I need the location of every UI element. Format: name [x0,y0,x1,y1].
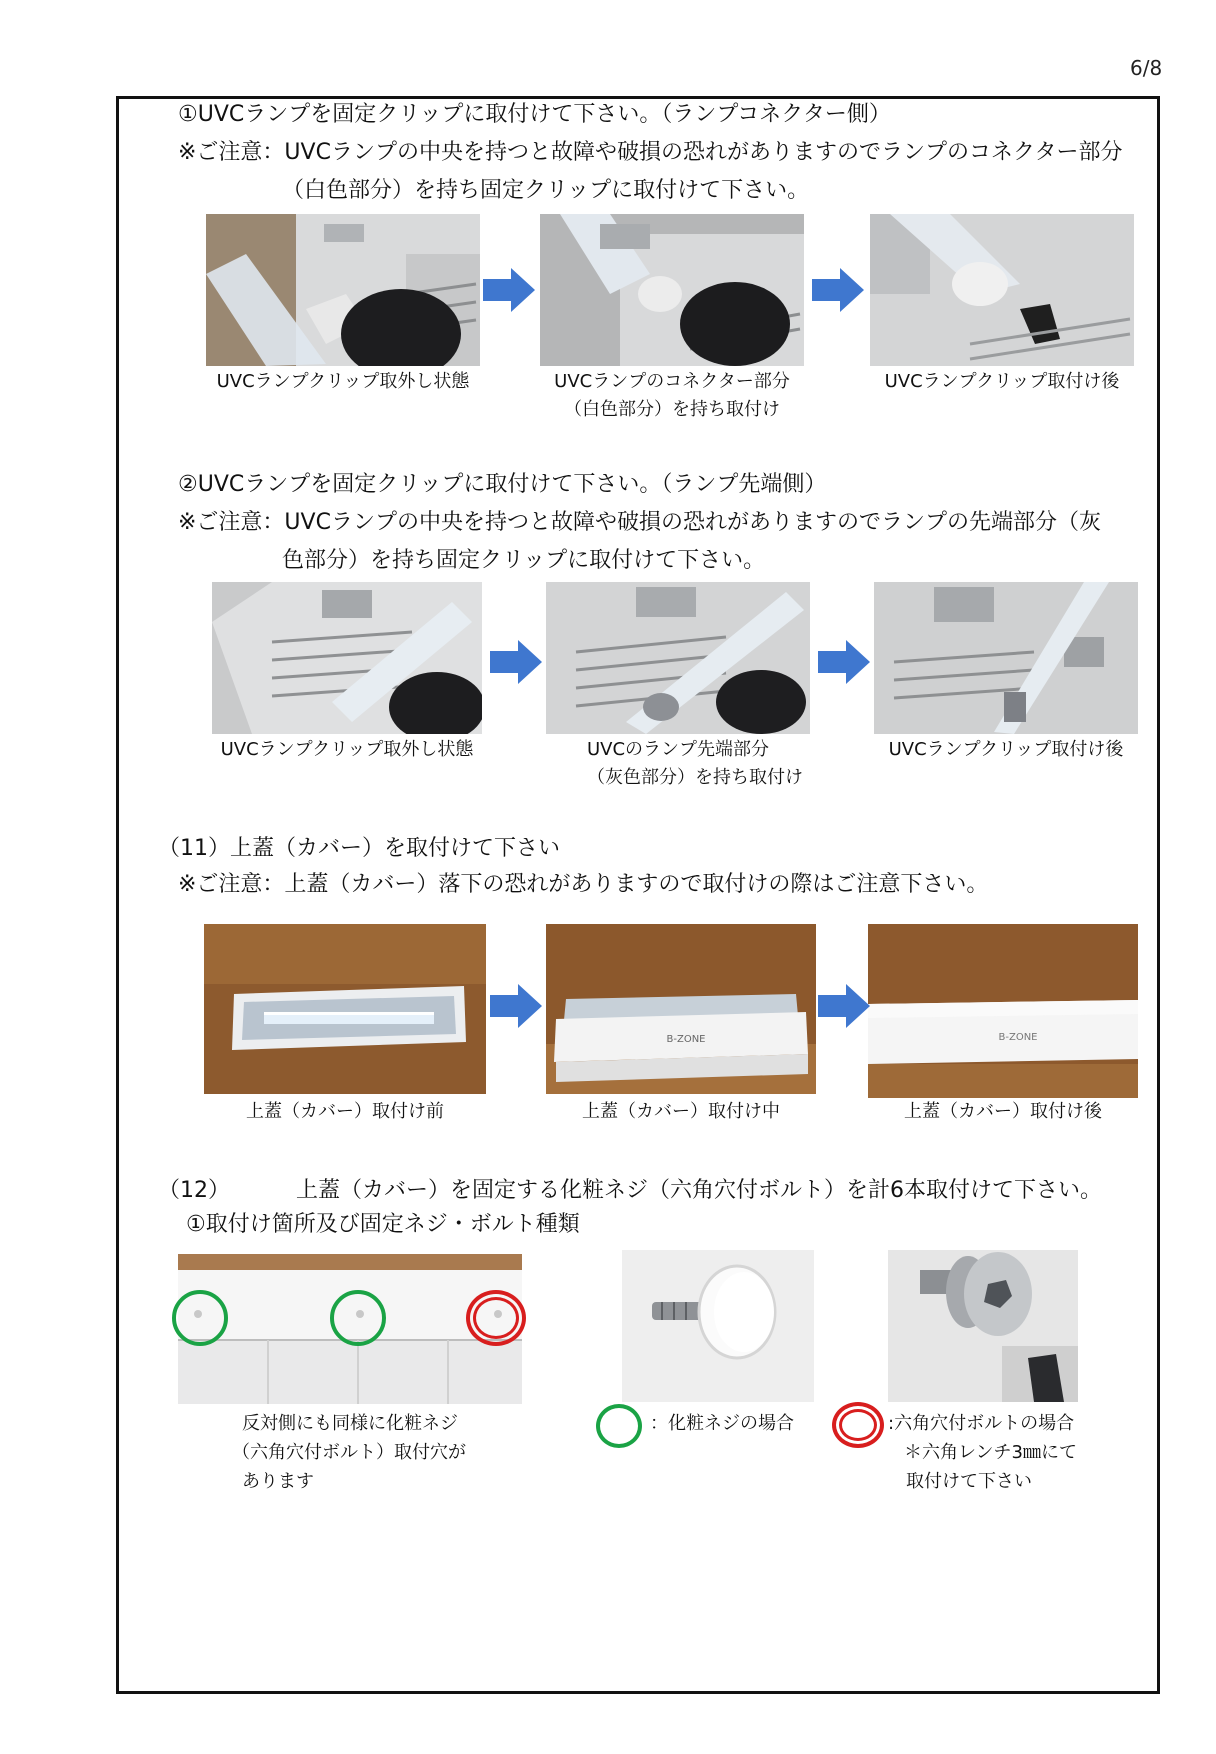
decorative-screw-photo [622,1250,814,1402]
step11-caption-after: 上蓋（カバー）取付け後 [904,1101,1102,1122]
step1-photo-before [206,214,480,366]
step12-heading-number: （12） [158,1178,230,1203]
step2-photo-after [874,582,1138,734]
step2-note-line1: ※ご注意：UVCランプの中央を持つと故障や破損の恐れがありますのでランプの先端部分（灰 [178,510,1101,535]
step11-caption-during: 上蓋（カバー）取付け中 [582,1101,780,1122]
legend-red-ring-icon [832,1402,884,1448]
step2-photo-before [212,582,482,734]
step11-note: ※ご注意：上蓋（カバー）落下の恐れがありますので取付けの際はご注意下さい。 [178,872,989,897]
step2-heading: ②UVCランプを固定クリップに取付けて下さい。（ランプ先端側） [178,472,827,497]
step2-note-line2: 色部分）を持ち固定クリップに取付けて下さい。 [282,548,766,573]
page-number: 6/8 [1130,56,1163,80]
step12-heading: 上蓋（カバー）を固定する化粧ネジ（六角穴付ボルト）を計6本取付けて下さい。 [296,1178,1102,1203]
step11-photo-after [868,924,1138,1098]
step1-caption-during-1: UVCランプのコネクター部分 [554,371,790,392]
step2-caption-during-1: UVCのランプ先端部分 [586,739,770,760]
location-ring-green-1 [172,1290,228,1346]
step1-caption-before: UVCランプクリップ取外し状態 [216,371,470,392]
step11-cover-brand-during: B-ZONE [666,1034,706,1045]
locations-caption-line2: （六角穴付ボルト）取付穴が [232,1442,466,1463]
step11-photo-before [204,924,486,1094]
legend-red-label-line3: 取付けて下さい [906,1471,1032,1492]
step11-photo-during [546,924,816,1094]
step1-caption-after: UVCランプクリップ取付け後 [884,371,1120,392]
hex-bolt-photo [888,1250,1078,1402]
locations-caption-line3: あります [242,1471,314,1492]
step2-caption-before: UVCランプクリップ取外し状態 [220,739,474,760]
step11-caption-before: 上蓋（カバー）取付け前 [246,1101,444,1122]
step2-caption-after: UVCランプクリップ取付け後 [888,739,1124,760]
legend-green-label: ：化粧ネジの場合 [650,1413,794,1434]
step1-note-line2: （白色部分）を持ち固定クリップに取付けて下さい。 [282,178,810,203]
legend-red-label-line1: :六角穴付ボルトの場合 [888,1413,1075,1434]
location-ring-green-2 [330,1290,386,1346]
step11-cover-brand-after: B-ZONE [998,1032,1038,1043]
step2-caption-during-2: （灰色部分）を持ち取付け [587,767,803,788]
step1-heading: ①UVCランプを固定クリップに取付けて下さい。（ランプコネクター側） [178,102,891,127]
step1-photo-after [870,214,1134,366]
legend-green-ring-icon [596,1404,642,1448]
step1-arrow-2-icon [812,268,864,312]
step2-arrow-1-icon [490,640,542,684]
step1-photo-during [540,214,804,366]
step11-arrow-1-icon [490,984,542,1028]
step2-arrow-2-icon [818,640,870,684]
step1-note-line1: ※ご注意：UVCランプの中央を持つと故障や破損の恐れがありますのでランプのコネクター部分 [178,140,1123,165]
legend-red-label-line2: ＊六角レンチ3㎜にて [904,1442,1078,1463]
step1-caption-during-2: （白色部分）を持ち取付け [564,399,780,420]
step11-heading: （11）上蓋（カバー）を取付けて下さい [158,836,560,861]
step11-arrow-2-icon [818,984,870,1028]
step12-subheading: ①取付け箇所及び固定ネジ・ボルト種類 [186,1212,580,1237]
location-ring-red [466,1290,526,1346]
locations-caption-line1: 反対側にも同様に化粧ネジ [242,1413,458,1434]
step1-arrow-1-icon [483,268,535,312]
step2-photo-during [546,582,810,734]
